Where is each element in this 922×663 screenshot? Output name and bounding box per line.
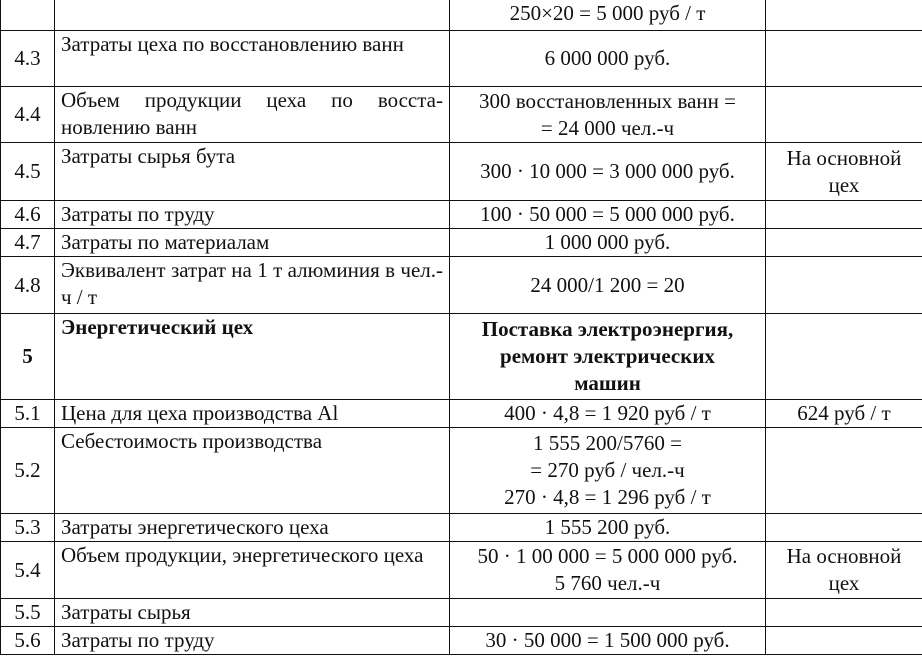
row-note: [766, 0, 922, 31]
row-note: [766, 514, 922, 542]
row-item-name: Затраты сырья бута: [55, 143, 450, 201]
row-number: 5.3: [1, 514, 55, 542]
row-calculation: 1 555 200 руб.: [450, 514, 766, 542]
row-number: 5: [1, 314, 55, 400]
row-calculation: Поставка электроэнергия, ремонт электрических машин: [450, 314, 766, 400]
row-item-name: Затраты цеха по восстановлению ванн: [55, 31, 450, 87]
table-row: [1, 542, 922, 599]
row-note: [766, 257, 922, 314]
row-number: 5.2: [1, 428, 55, 514]
row-calculation: 1 555 200/5760 = = 270 руб / чел.-ч 270 · 4,8 = 1 296 руб / т: [450, 428, 766, 514]
row-item-name: Себестоимость производства: [55, 428, 450, 514]
row-note: [766, 87, 922, 143]
row-item-name: Энергетический цех: [55, 314, 450, 400]
table-row: [1, 400, 922, 428]
table-row: [1, 87, 922, 143]
row-item-name: [55, 87, 450, 143]
row-number: 5.6: [1, 627, 55, 655]
row-item-name-line1: Объем продукции цеха по восста-: [61, 88, 443, 112]
row-number: 4.5: [1, 143, 55, 201]
row-number: 5.4: [1, 542, 55, 599]
table-row: [1, 31, 922, 87]
row-note: [766, 599, 922, 627]
row-number: 5.1: [1, 400, 55, 428]
table-row: [1, 201, 922, 229]
table-row: [1, 0, 922, 31]
row-calculation: 50 · 1 00 000 = 5 000 000 руб. 5 760 чел.-ч: [450, 542, 766, 599]
row-note: [766, 201, 922, 229]
row-number: 4.8: [1, 257, 55, 314]
row-item-name: Цена для цеха производства Al: [55, 400, 450, 428]
row-calculation: 1 000 000 руб.: [450, 229, 766, 257]
table-row: [1, 428, 922, 514]
row-note: [766, 627, 922, 655]
row-note: [766, 428, 922, 514]
row-item-name: Затраты по материалам: [55, 229, 450, 257]
row-calculation: 30 · 50 000 = 1 500 000 руб.: [450, 627, 766, 655]
row-item-name: Затраты по труду: [55, 201, 450, 229]
row-calculation: [450, 599, 766, 627]
row-note: На основной цех: [766, 143, 922, 201]
row-calculation: 24 000/1 200 = 20: [450, 257, 766, 314]
row-calculation: 250×20 = 5 000 руб / т: [450, 0, 766, 31]
row-item-name: Затраты сырья: [55, 599, 450, 627]
row-number: 4.7: [1, 229, 55, 257]
row-calculation: 100 · 50 000 = 5 000 000 руб.: [450, 201, 766, 229]
row-note: [766, 31, 922, 87]
row-calculation: 300 восстановленных ванн = = 24 000 чел.-ч: [450, 87, 766, 143]
row-number: 5.5: [1, 599, 55, 627]
row-calculation: 300 · 10 000 = 3 000 000 руб.: [450, 143, 766, 201]
row-item-name: Объем продукции, энергетического цеха: [55, 542, 450, 599]
row-item-name: Затраты энергетического цеха: [55, 514, 450, 542]
row-number: [1, 0, 55, 31]
row-note: 624 руб / т: [766, 400, 922, 428]
row-note: [766, 314, 922, 400]
row-note: [766, 229, 922, 257]
table-row: [1, 229, 922, 257]
row-calculation: 6 000 000 руб.: [450, 31, 766, 87]
row-item-name-line2: новлению ванн: [61, 115, 198, 139]
row-item-name: Эквивалент затрат на 1 т алюминия в чел.-ч / т: [55, 257, 450, 314]
table-row: [1, 257, 922, 314]
row-note: На основной цех: [766, 542, 922, 599]
table-row: [1, 143, 922, 201]
row-item-name: Затраты по труду: [55, 627, 450, 655]
row-item-name: [55, 0, 450, 31]
row-number: 4.6: [1, 201, 55, 229]
table-row: [1, 514, 922, 542]
row-number: 4.4: [1, 87, 55, 143]
table-row: [1, 627, 922, 655]
table-row: [1, 599, 922, 627]
row-calculation: 400 · 4,8 = 1 920 руб / т: [450, 400, 766, 428]
row-number: 4.3: [1, 31, 55, 87]
table-row-section: [1, 314, 922, 400]
